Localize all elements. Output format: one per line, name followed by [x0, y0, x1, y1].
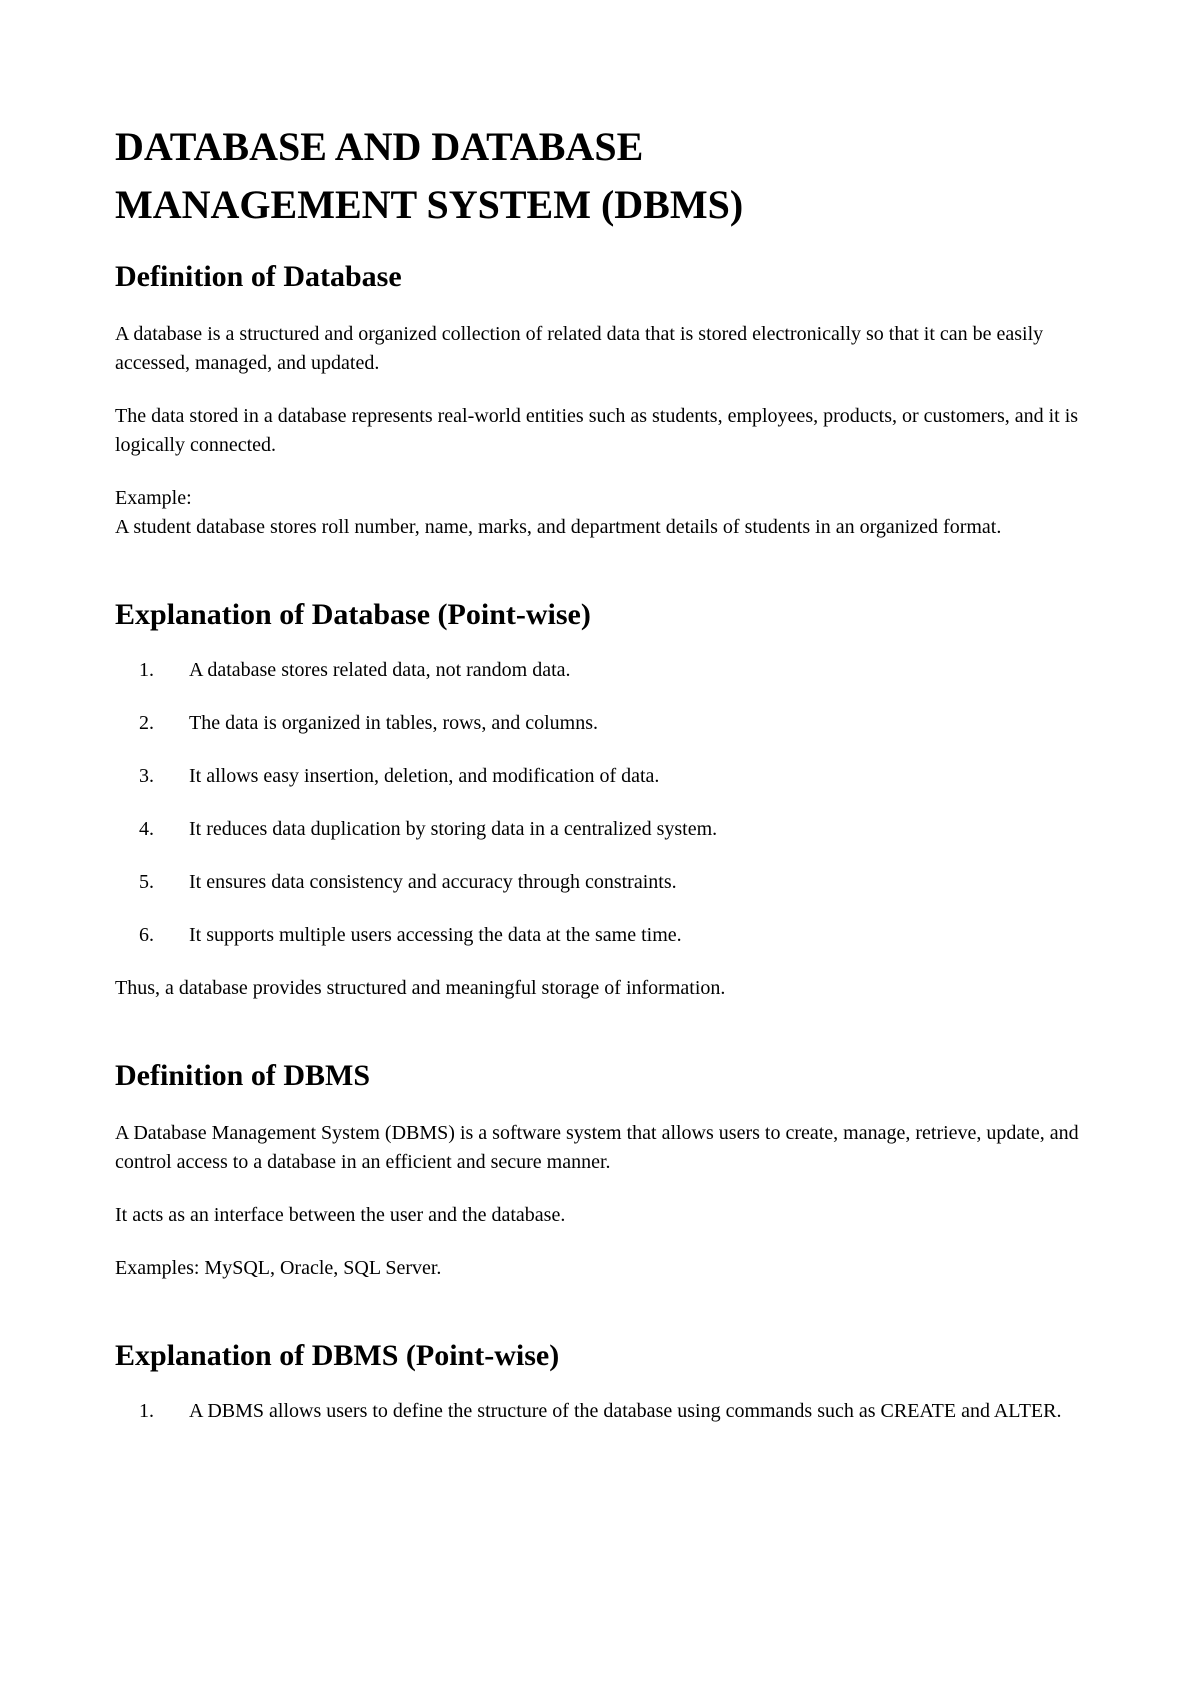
document-page [115, 118, 1095, 1426]
database-entities-paragraph: The data stored in a database represents real-world entities such as students, employees, products, or customers, and it is logically connected. [115, 405, 1079, 456]
list-item-text: A database stores related data, not random data. [189, 659, 571, 681]
document-title-line-2: MANAGEMENT SYSTEM (DBMS) [115, 182, 744, 227]
list-item-number: 4. [139, 818, 154, 840]
dbms-points-list [115, 1397, 1095, 1426]
section-heading-definition-of-database: Definition of Database [115, 260, 402, 293]
list-item-text: It allows easy insertion, deletion, and modification of data. [189, 765, 660, 787]
list-item-number: 3. [139, 765, 154, 787]
list-item-text: It reduces data duplication by storing data in a centralized system. [189, 818, 718, 840]
list-item-number: 1. [139, 659, 154, 681]
list-item [115, 815, 1095, 844]
list-item [115, 656, 1095, 685]
example-label: Example: [115, 487, 192, 509]
database-points-list [115, 656, 1095, 950]
dbms-interface-paragraph: It acts as an interface between the user and the database. [115, 1204, 566, 1226]
list-item [115, 1397, 1095, 1426]
list-item [115, 709, 1095, 738]
list-item-text: It ensures data consistency and accuracy through constraints. [189, 871, 677, 893]
list-item [115, 762, 1095, 791]
list-item-number: 6. [139, 924, 154, 946]
section-heading-definition-of-dbms: Definition of DBMS [115, 1059, 370, 1092]
dbms-definition-paragraph: A Database Management System (DBMS) is a software system that allows users to create, manage, retrieve, update, and control access to a database in an efficient and secure manner. [115, 1122, 1079, 1173]
document-title-line-1: DATABASE AND DATABASE [115, 124, 644, 169]
example-text: A student database stores roll number, name, marks, and department details of students in an organized format. [115, 516, 1002, 538]
database-example-paragraph [115, 484, 1095, 542]
list-item [115, 868, 1095, 897]
document-title [115, 118, 1095, 234]
section-heading-explanation-of-dbms: Explanation of DBMS (Point-wise) [115, 1339, 560, 1372]
list-item-number: 2. [139, 712, 154, 734]
list-item [115, 921, 1095, 950]
list-item-text: The data is organized in tables, rows, and columns. [189, 712, 598, 734]
list-item-number: 1. [139, 1400, 154, 1422]
database-definition-paragraph: A database is a structured and organized collection of related data that is stored electronically so that it can be easily accessed, managed, and updated. [115, 323, 1044, 374]
dbms-examples-paragraph: Examples: MySQL, Oracle, SQL Server. [115, 1257, 442, 1279]
list-item-text: A DBMS allows users to define the structure of the database using commands such as CREATE and ALTER. [189, 1400, 1062, 1422]
list-item-text: It supports multiple users accessing the data at the same time. [189, 924, 682, 946]
list-item-number: 5. [139, 871, 154, 893]
section-heading-explanation-of-database: Explanation of Database (Point-wise) [115, 598, 591, 631]
database-conclusion-paragraph: Thus, a database provides structured and meaningful storage of information. [115, 977, 726, 999]
